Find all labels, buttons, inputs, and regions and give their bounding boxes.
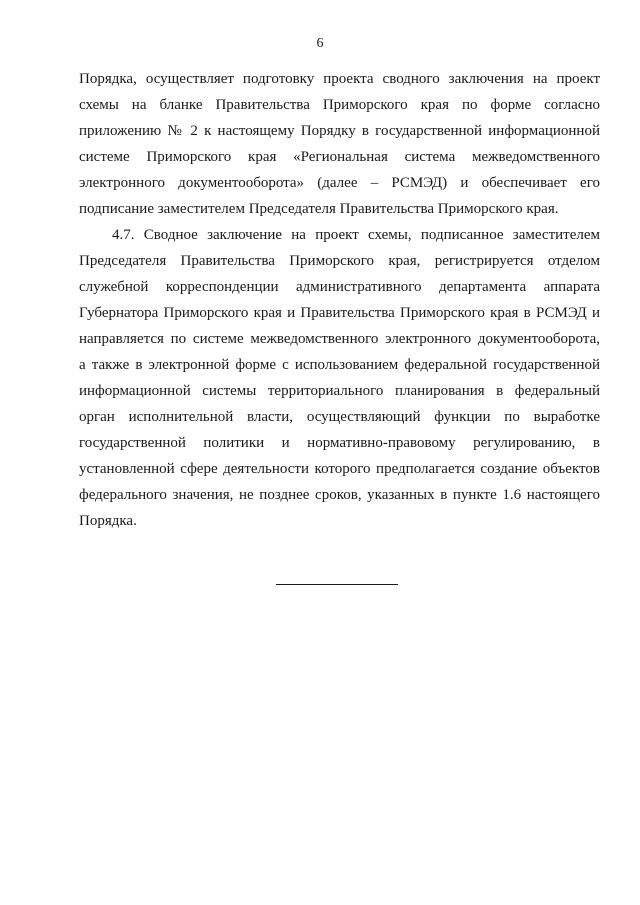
text-line: а также в электронной форме с использованием федеральной государственной	[79, 357, 600, 373]
paragraph-4-7	[79, 222, 600, 534]
text-line: 4.7. Сводное заключение на проект схемы, подписанное заместителем	[112, 227, 600, 243]
paragraph-continuation	[79, 66, 600, 222]
text-line: Порядка.	[79, 513, 137, 529]
text-line: подписание заместителем Председателя Правительства Приморского края.	[79, 201, 559, 217]
text-line: Порядка, осуществляет подготовку проекта сводного заключения на проект	[79, 71, 600, 87]
text-line: системе Приморского края «Региональная система межведомственного	[79, 149, 600, 165]
text-line: установленной сфере деятельности которого предполагается создание объектов	[79, 461, 600, 477]
text-line: схемы на бланке Правительства Приморского края по форме согласно	[79, 97, 600, 113]
text-line: направляется по системе межведомственного электронного документооборота,	[79, 331, 600, 347]
text-line: служебной корреспонденции административного департамента аппарата	[79, 279, 600, 295]
text-line: электронного документооборота» (далее – РСМЭД) и обеспечивает его	[79, 175, 600, 191]
text-line: Губернатора Приморского края и Правительства Приморского края в РСМЭД и	[79, 305, 600, 321]
text-line: орган исполнительной власти, осуществляющий функции по выработке	[79, 409, 600, 425]
text-line: государственной политики и нормативно-правовому регулированию, в	[79, 435, 600, 451]
text-line: информационной системы территориального планирования в федеральный	[79, 383, 600, 399]
text-line: приложению № 2 к настоящему Порядку в государственной информационной	[79, 123, 600, 139]
document-body	[79, 66, 600, 534]
end-of-document-rule	[276, 584, 398, 585]
page-number: 6	[316, 36, 324, 51]
text-line: федерального значения, не позднее сроков, указанных в пункте 1.6 настоящего	[79, 487, 600, 503]
text-line: Председателя Правительства Приморского края, регистрируется отделом	[79, 253, 600, 269]
